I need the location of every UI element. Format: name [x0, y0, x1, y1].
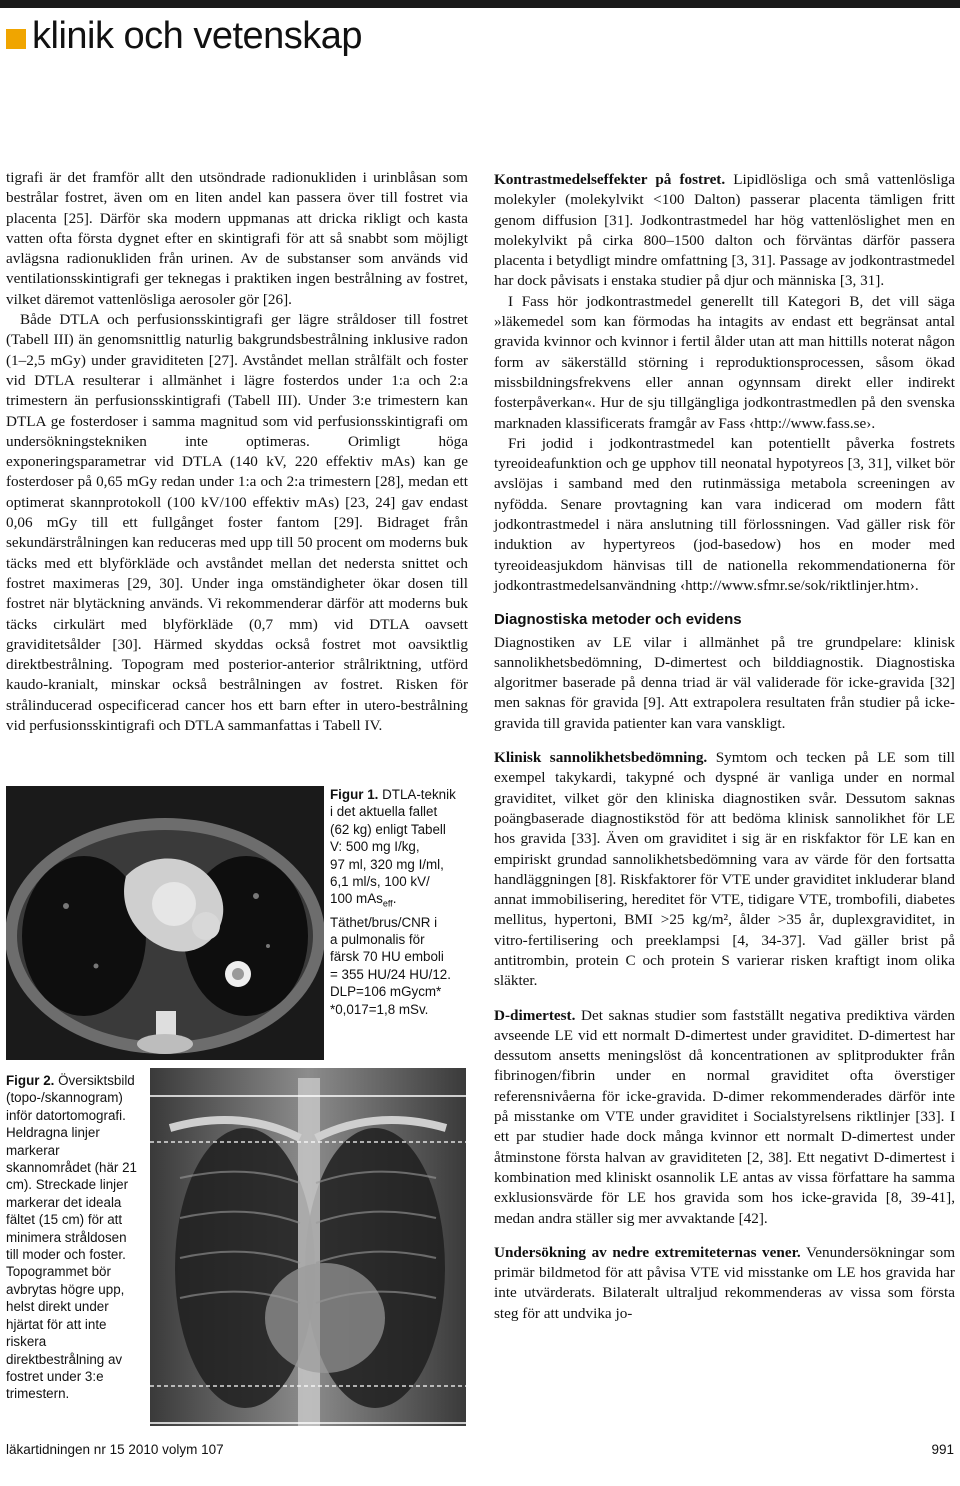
caption-subscript: eff: [382, 899, 393, 910]
caption-line: (62 kg) enligt Tabell: [330, 821, 446, 837]
paragraph: [494, 170, 955, 292]
paragraph-text: Det saknas studier som fastställt negativa prediktiva värden avseende LE vid ett normalt D-dimertest under graviditet. D-dimertest har dessutom ansetts meningslöst då koncentrationen av splitprodukter från fibrinogen/fibrin under en normal graviditet ofta överstiger referensnivåerna för icke-gravida. D-dimer rekommenderades därför inte på misstanke om VTE under graviditet i Socialstyrelsens riktlinjer [33]. I ett par studier hade dock många kvinnor ett normalt D-dimertest under åtminstone första halvan av graviditeten [2, 38]. Ett negativt D-dimertest i kombination med kliniskt osannolik LE antas av vissa författare ha samma exklusionsvärde för LE hos gravida som hos icke-gravida [8, 39-41], medan andra ställer sig mer avvaktande [42].: [494, 1006, 955, 1227]
caption-line: DLP=106 mGycm*: [330, 984, 442, 1000]
paragraph: I Fass hör jodkontrastmedel generellt till Kategori B, det vill säga »läkemedel som kan förmodas ha intagits av endast ett begränsat antal gravida kvinnor och kvinnor i fertil ålder utan att man hittills noterat någon form av säkerställd störning i reproduktionsprocessen, såsom ökad missbildningsfrekvens eller annan ogynnsam direkt eller indirekt fosterpåverkan«. Hur de sju tillgängliga jodkontrastmedlen på den svenska marknaden klassificerats framgår av Fass ‹http://www.fass.se›.: [494, 292, 955, 432]
figure-2-topogram-image: [150, 1068, 466, 1426]
caption-line: 100 mAs: [330, 891, 383, 907]
figure-2-caption: [6, 1072, 142, 1403]
page-number: 991: [931, 1442, 954, 1457]
right-column: [494, 170, 955, 1338]
caption-line: färsk 70 HU emboli: [330, 949, 444, 965]
caption-line: = 355 HU/24 HU/12.: [330, 966, 451, 982]
paragraph: [494, 1006, 955, 1229]
paragraph: [494, 748, 955, 992]
section-d-dimer: [494, 1006, 955, 1229]
caption-line: 6,1 ml/s, 100 kV/: [330, 874, 430, 890]
topogram-illustration: [150, 1068, 466, 1426]
figure-2-caption-text: Översiktsbild (topo-/skannogram) inför datortomografi. Heldragna linjer markerar skannområdet (här 21 cm). Streckade linjer markerar det ideala fältet (15 cm) för att minimera stråldosen till moder och foster. Topogrammet bör avbrytas högre upp, helst direkt under hjärtat för att inte riskera direktbestrålning av fostret under 3:e trimestern.: [6, 1073, 138, 1402]
section-header: [6, 12, 362, 60]
section-diagnostics: [494, 633, 955, 734]
paragraph-lead: D-dimertest.: [494, 1006, 576, 1024]
caption-line: *0,017=1,8 mSv.: [330, 1001, 429, 1017]
left-column: [6, 168, 468, 736]
section-clinical-probability: [494, 748, 955, 992]
paragraph: tigrafi är det framför allt den utsöndrade radionukliden i urinblåsan som bestrålar fostret, även om en liten andel kan passera över till fostret via placenta [25]. Därför ska modern uppmanas att dricka rikligt och kasta vatten ofta första dygnet efter en skintigrafi för att så snabbt som möjligt avlägsna radionukliden från urinen. Av de substanser som används vid ventilationsskintigrafi ger teknegas i praktiken ingen bestrålning av fostret, vilket däremot vattenlösliga aerosoler gör [26].: [6, 169, 468, 308]
caption-line: DTLA-teknik: [382, 787, 456, 802]
footer-journal: läkartidningen nr 15 2010 volym 107: [6, 1442, 224, 1457]
section-contrast-effects: [494, 170, 955, 596]
ct-scan-illustration: [6, 786, 324, 1060]
paragraph-text: Symtom och tecken på LE som till exempel takykardi, takypné och dyspné är vanliga under en normal graviditet, vilket gör den kliniska diagnostiken svår. Dessutom saknas poängbaserade diagnostikstöd för att bedöma klinisk sannolikhet för LE hos gravida [33]. Även om graviditet i sig är en riskfaktor för LE kan en empiriskt grundad sannolikhetsbedömning vara av värde för den fortsatta handläggningen [8]. Riskfaktorer för VTE under graviditet inkluderar bland annat immobilisering, hereditet för VTE, tidigare VTE, trombofili, diabetes mellitus, hypertoni, BMI >25 kg/m², ålder >35 år, duplexgraviditet, in vitro-fertilisering och preeklampsi [4, 34-37]. Vad gäller brist på antitrombin, protein C och protein S varierar risken kraftigt inom olika släkter.: [494, 749, 955, 990]
caption-line: 97 ml, 320 mg I/ml,: [330, 856, 444, 872]
paragraph-lead: Undersökning av nedre extremiteternas vener.: [494, 1243, 801, 1261]
paragraph: Fri jodid i jodkontrastmedel kan potentiellt påverka fostrets tyreoideafunktion och ge upphov till neonatal hypotyreos [3, 31], vilket bör avslöjas i samband med den rutinmässiga metabola screeningen av nyfödda. Senare provtagning kan vara indicerad om modern fått jodkontrastmedel i nära anslutning till förlossningen. Vad gäller risk för induktion av hypertyreos (jod-basedow) hos en moder med tyreoideasjukdom hänvisas till de nationella rekommendationerna för jodkontrastmedelsanvändning ‹http://www.sfmr.se/sok/riktlinjer.htm›.: [494, 434, 955, 594]
figure-1-ct-image: [6, 786, 324, 1060]
paragraph: Både DTLA och perfusionsskintigrafi ger lägre stråldoser till fostret (Tabell III) än genomsnittlig naturlig bakgrundsbestrålning inklusive radon (1–2,5 mGy) under graviditeten [27]. Avståndet mellan strålfält och foster vid DTLA resulterar i allmänhet i lägre fosterdos under 1:a och 2:a trimestern än perfusionsskintigrafi (Tabell III). Under 3:e trimestern kan DTLA ge fosterdoser i samma magnitud som vid perfusionsskintigrafi om undersökningstekniken inte optimeras. Orimligt höga exponeringsparametrar vid DTLA (140 kV, 220 effektiv mAs) kan ge fosterdoser på 0,65 mGy redan under 1:a och 2:a trimestern [28], medan ett optimerat skannprotokoll (100 kV/100 effektiv mAs) [23, 24] gav endast 0,06 mGy till ett fullgånget foster fantom [29]. Bidraget från sekundärstrålningen kan reduceras med upp till 50 procent om moderns buk täcks med ett blyförkläde och avståndet mellan det nedersta snittet och fostret maximeras [29, 30]. Under inga omständigheter ökar dosen till fostret när blytäckning används. Vi rekommenderar därför att moderns buk täcks cirkulärt med blyförkläde (0,7 mm) vid DTLA oavsett graviditetsålder [30]. Härmed skyddas också fostret mot oavsiktlig direktbestrålning. Topogram med posterior-anterior strålriktning, utförd kaudo-kranialt, minskar också bestrålningen av fostret. Risken för strålinducerad ospecificerad cancer hos ett barn efter in utero-bestrålning vid perfusionsskintigrafi och DTLA sammanfattas i Tabell IV.: [6, 311, 468, 735]
top-bar: [0, 0, 960, 8]
caption-line: i det aktuella fallet: [330, 804, 438, 820]
paragraph-text: Venundersökningar som primär bildmetod för att påvisa VTE vid misstanke om LE hos gravida har inte utvärderats. Bilateralt ultraljud rekommenderas av vissa som första steg för att undvika jo-: [494, 1243, 956, 1322]
paragraph-text: Lipidlösliga och små vattenlösliga molekyler (molekylvikt <100 Dalton) passerar placenta tämligen fritt genom diffusion [31]. Jodkontrastmedel har hög vattenlöslighet men en molekylvikt på cirka 800–1500 dalton och förväntas därför passera placenta i betydligt mindre omfattning [3, 31]. Passage av jodkontrastmedel har dock påvisats i enstaka studier på djur och människa [3, 31].: [494, 171, 955, 290]
figure-1-caption: Figur 1. DTLA-teknik i det aktuella fallet (62 kg) enligt Tabell V: 500 mg I/kg, 97 ml, 320 mg I/ml, 6,1 ml/s, 100 kV/ 100 mAs$_{eff}$. Täthet/brus/CNR i a pulmonalis för färsk 70 HU emboli = 355 HU/24 HU/12. DLP=106 mGycm* *0,017=1,8 mSv.: [330, 787, 456, 1017]
paragraph: [494, 1243, 955, 1324]
paragraph-lead: Kontrastmedelseffekter på fostret.: [494, 171, 726, 188]
section-title: klinik och vetenskap: [32, 14, 363, 57]
caption-line: V: 500 mg I/kg,: [330, 839, 420, 855]
caption-line: Täthet/brus/CNR i: [330, 914, 438, 930]
paragraph-lead: Klinisk sannolikhetsbedömning.: [494, 749, 708, 767]
section-subheading: Diagnostiska metoder och evidens: [494, 611, 742, 629]
section-marker-square: [6, 29, 26, 49]
caption-line: a pulmonalis för: [330, 931, 425, 947]
figure-1-label: Figur 1.: [330, 787, 379, 802]
paragraph: Diagnostiken av LE vilar i allmänhet på tre grundpelare: klinisk sannolikhetsbedömning, D-dimertest och bilddiagnostik. Diagnostiska algoritmer baserade på denna triad är väl validerade för icke-gravida [32] men saknas för gravida [9]. Att extrapolera resultaten från studier på icke-gravida till gravida patienter kan vara vanskligt.: [494, 633, 955, 732]
figure-2-label: Figur 2.: [6, 1073, 55, 1088]
section-lower-extremities: [494, 1243, 955, 1324]
